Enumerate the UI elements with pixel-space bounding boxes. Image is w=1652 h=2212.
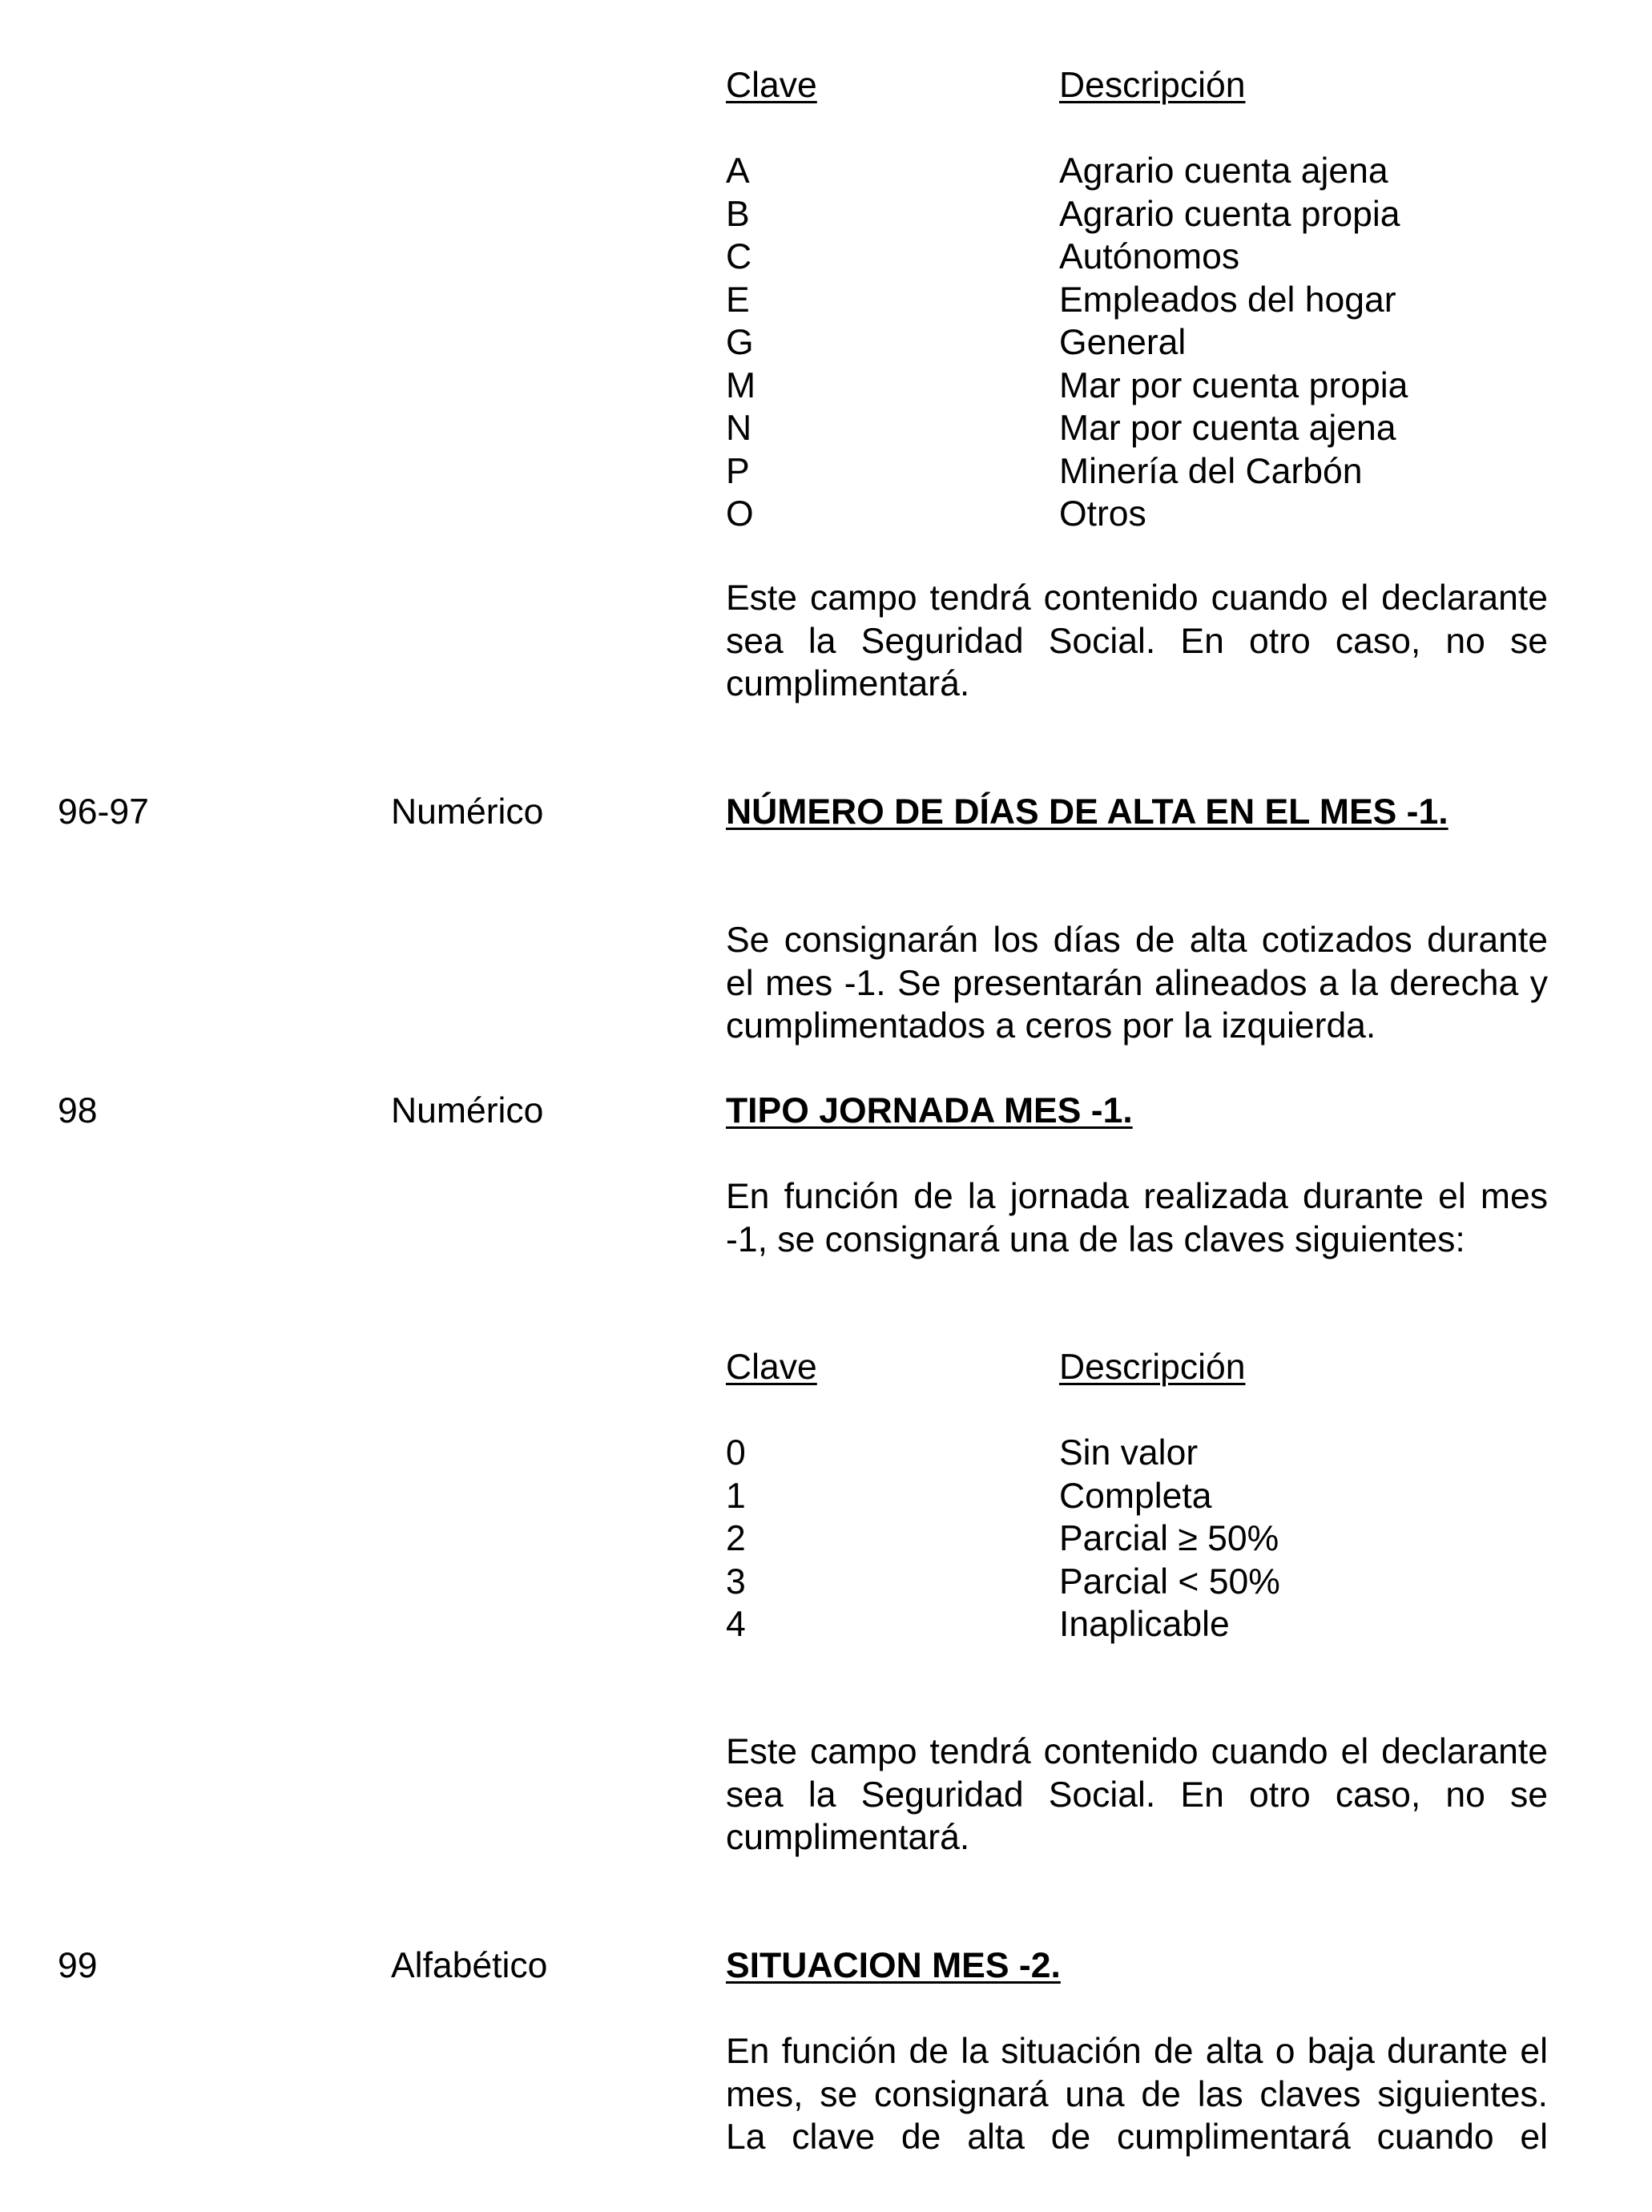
description-cell: Parcial < 50% [1059, 1561, 1280, 1602]
description-cell: Mar por cuenta propia [1059, 365, 1408, 405]
field-position: 99 [58, 1946, 98, 1985]
description-cell: Parcial ≥ 50% [1059, 1519, 1279, 1558]
field-title: TIPO JORNADA MES -1. [726, 1091, 1133, 1130]
description-cell: Inaplicable [1059, 1605, 1230, 1644]
description-cell: Empleados del hogar [1059, 280, 1396, 320]
key-cell: 1 [726, 1476, 746, 1516]
field-description: Se consignarán los días de alta cotizados durante el mes -1. Se presentarán alineados a la derecha y cumplimentados a ceros por la izquierda. [726, 921, 1548, 1046]
description-column-header: Descripción [1059, 1348, 1246, 1387]
field-title: NÚMERO DE DÍAS DE ALTA EN EL MES -1. [726, 792, 1449, 832]
field-note: Este campo tendrá contenido cuando el declarante sea la Seguridad Social. En otro caso, no se cumplimentará. [726, 578, 1548, 703]
description-cell: Completa [1059, 1476, 1212, 1516]
description-cell: Agrario cuenta ajena [1059, 151, 1388, 191]
key-cell: O [726, 494, 754, 534]
description-cell: Sin valor [1059, 1433, 1199, 1473]
key-cell: M [726, 365, 756, 405]
description-cell: Autónomos [1059, 237, 1240, 276]
field-description: En función de la jornada realizada durante el mes -1, se consignará una de las claves siguientes: [726, 1177, 1548, 1259]
description-cell: Agrario cuenta propia [1059, 194, 1400, 234]
field-type: Alfabético [391, 1946, 548, 1985]
key-cell: P [726, 451, 750, 491]
field-position: 98 [58, 1091, 98, 1130]
description-cell: Otros [1059, 494, 1146, 534]
description-cell: Mar por cuenta ajena [1059, 409, 1396, 448]
field-type: Numérico [391, 792, 544, 832]
field-type: Numérico [391, 1091, 544, 1130]
field-title: SITUACION MES -2. [726, 1946, 1061, 1985]
key-cell: N [726, 409, 752, 448]
description-cell: General [1059, 323, 1187, 362]
key-cell: C [726, 237, 752, 276]
field-position: 96-97 [58, 792, 149, 832]
key-cell: G [726, 323, 754, 362]
key-column-header: Clave [726, 1348, 817, 1387]
field-description: En función de la situación de alta o baja durante el mes, se consignará una de las claves siguientes. La clave de alta de cumplimentará cuando el [726, 2032, 1548, 2157]
key-cell: 2 [726, 1519, 746, 1558]
key-cell: 0 [726, 1433, 746, 1473]
key-column-header: Clave [726, 66, 817, 105]
key-cell: A [726, 151, 750, 191]
key-cell: 3 [726, 1561, 746, 1602]
description-column-header: Descripción [1059, 66, 1246, 105]
field-note: Este campo tendrá contenido cuando el declarante sea la Seguridad Social. En otro caso, no se cumplimentará. [726, 1732, 1548, 1857]
key-cell: E [726, 280, 750, 320]
description-cell: Minería del Carbón [1059, 451, 1363, 491]
key-cell: 4 [726, 1605, 746, 1644]
key-cell: B [726, 194, 750, 234]
